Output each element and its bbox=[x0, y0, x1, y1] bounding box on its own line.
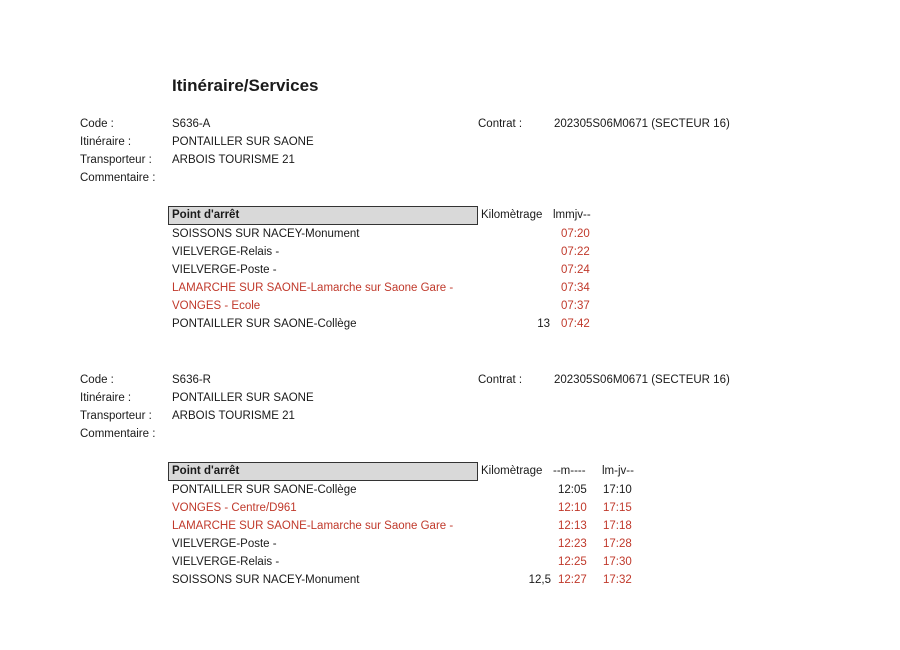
stop-name: VIELVERGE-Relais - bbox=[172, 246, 280, 258]
stop-km: 12,5 bbox=[528, 574, 551, 586]
commentaire-label: Commentaire : bbox=[80, 172, 156, 184]
itineraire-label: Itinéraire : bbox=[80, 392, 132, 404]
days-column-header: --m---- bbox=[553, 465, 586, 477]
stop-time: 12:25 bbox=[558, 556, 587, 568]
days-column-header: lm-jv-- bbox=[602, 465, 634, 477]
stop-time: 17:10 bbox=[603, 484, 632, 496]
transporteur-value: ARBOIS TOURISME 21 bbox=[172, 154, 295, 166]
commentaire-label: Commentaire : bbox=[80, 428, 156, 440]
stop-name: VIELVERGE-Relais - bbox=[172, 556, 280, 568]
transporteur-label: Transporteur : bbox=[80, 154, 152, 166]
stop-time: 17:18 bbox=[603, 520, 632, 532]
stop-time: 07:22 bbox=[561, 246, 590, 258]
stop-name: VIELVERGE-Poste - bbox=[172, 264, 277, 276]
stop-name: LAMARCHE SUR SAONE-Lamarche sur Saone Gare - bbox=[172, 282, 454, 294]
stop-time: 07:37 bbox=[561, 300, 590, 312]
code-value: S636-A bbox=[172, 118, 211, 130]
contrat-value: 202305S06M0671 (SECTEUR 16) bbox=[554, 374, 730, 386]
stop-name: PONTAILLER SUR SAONE-Collège bbox=[172, 484, 357, 496]
stop-time: 12:23 bbox=[558, 538, 587, 550]
stop-time: 17:28 bbox=[603, 538, 632, 550]
stop-time: 17:15 bbox=[603, 502, 632, 514]
stop-name: SOISSONS SUR NACEY-Monument bbox=[172, 574, 360, 586]
stop-name: VONGES - Centre/D961 bbox=[172, 502, 297, 514]
stop-time: 17:30 bbox=[603, 556, 632, 568]
contrat-label: Contrat : bbox=[478, 374, 523, 386]
stop-name: VONGES - Ecole bbox=[172, 300, 261, 312]
contrat-label: Contrat : bbox=[478, 118, 523, 130]
stop-column-header: Point d'arrêt bbox=[168, 206, 478, 225]
itineraire-value: PONTAILLER SUR SAONE bbox=[172, 392, 314, 404]
km-column-header: Kilomètrage bbox=[481, 209, 543, 221]
code-label: Code : bbox=[80, 374, 114, 386]
km-column-header: Kilomètrage bbox=[481, 465, 543, 477]
page-title: Itinéraire/Services bbox=[172, 76, 319, 95]
stop-time: 12:27 bbox=[558, 574, 587, 586]
stop-name: SOISSONS SUR NACEY-Monument bbox=[172, 228, 360, 240]
itineraire-value: PONTAILLER SUR SAONE bbox=[172, 136, 314, 148]
stop-name: LAMARCHE SUR SAONE-Lamarche sur Saone Gare - bbox=[172, 520, 454, 532]
stop-time: 07:34 bbox=[561, 282, 590, 294]
code-value: S636-R bbox=[172, 374, 211, 386]
stop-name: VIELVERGE-Poste - bbox=[172, 538, 277, 550]
stop-time: 12:13 bbox=[558, 520, 587, 532]
transporteur-label: Transporteur : bbox=[80, 410, 152, 422]
stop-time: 07:42 bbox=[561, 318, 590, 330]
stop-time: 12:10 bbox=[558, 502, 587, 514]
contrat-value: 202305S06M0671 (SECTEUR 16) bbox=[554, 118, 730, 130]
transporteur-value: ARBOIS TOURISME 21 bbox=[172, 410, 295, 422]
stop-name: PONTAILLER SUR SAONE-Collège bbox=[172, 318, 357, 330]
stop-time: 07:24 bbox=[561, 264, 590, 276]
stop-time: 17:32 bbox=[603, 574, 632, 586]
stop-column-header: Point d'arrêt bbox=[168, 462, 478, 481]
code-label: Code : bbox=[80, 118, 114, 130]
stop-km: 13 bbox=[537, 318, 550, 330]
itineraire-label: Itinéraire : bbox=[80, 136, 132, 148]
stop-time: 07:20 bbox=[561, 228, 590, 240]
days-column-header: lmmjv-- bbox=[553, 209, 591, 221]
stop-time: 12:05 bbox=[558, 484, 587, 496]
